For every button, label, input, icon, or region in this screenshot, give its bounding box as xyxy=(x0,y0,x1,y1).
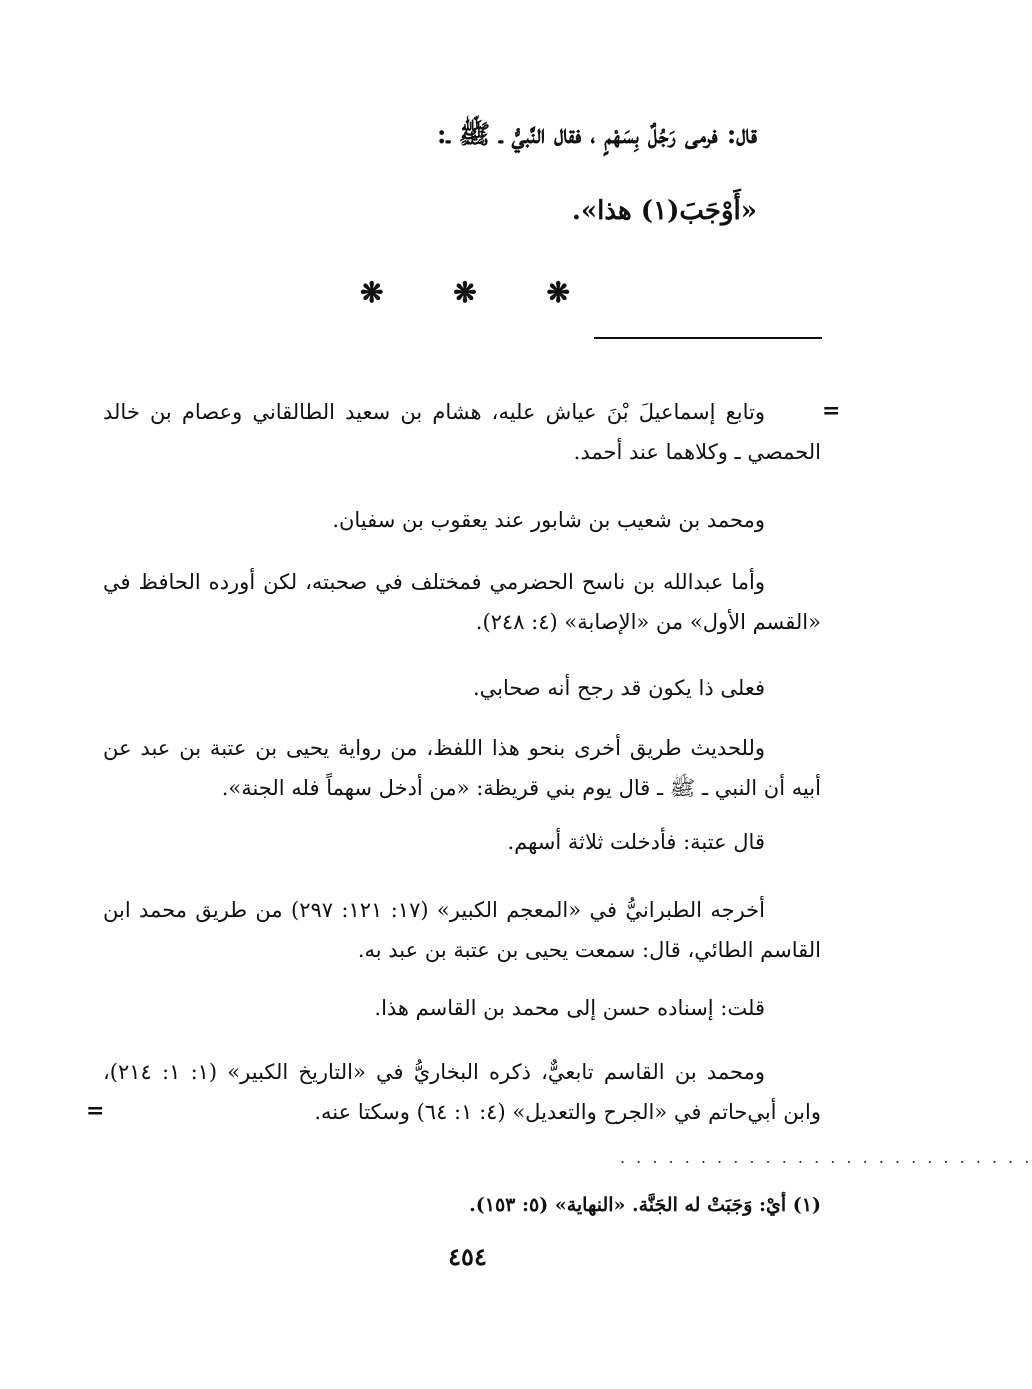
asterism-icon: ❋ xyxy=(360,276,384,309)
commentary-paragraph-3: وأما عبدالله بن ناسح الحضرمي فمختلف في صحبته، لكن أورده الحافظ في «القسم الأول» من «الإصابة» (٤: ٢٤٨). xyxy=(103,570,821,634)
commentary-paragraph-2: ومحمد بن شعيب بن شابور عند يعقوب بن سفيان. xyxy=(332,508,765,532)
commentary-paragraph-4: فعلى ذا يكون قد رجح أنه صحابي. xyxy=(472,676,765,700)
asterism-icon: ❋ xyxy=(546,276,570,309)
commentary-paragraph-5: وللحديث طريق أخرى بنحو هذا اللفظ، من رواية يحيى بن عتبة بن عبد عن أبيه أن النبي ـ ﷺ ـ قال يوم بني قريظة: «من أدخل سهماً فله الجنة». xyxy=(103,736,821,800)
continuation-mark-start: = xyxy=(822,398,841,424)
footnote-dotted-separator: . . . . . . . . . . . . . . . . . . . . . . . . . . xyxy=(620,1148,1032,1167)
commentary-paragraph-6: قال عتبة: فأدخلت ثلاثة أسهم. xyxy=(507,830,765,854)
commentary-paragraph-1: وتابع إسماعيلَ بْنَ عياش عليه، هشام بن سعيد الطالقاني وعصام بن خالد الحمصي ـ وكلاهما عند أحمد. xyxy=(103,400,821,464)
footnote-divider xyxy=(594,337,822,339)
footnote-1: (١) أيْ: وَجَبَتْ له الجَنَّة. «النهاية» (٥: ١٥٣). xyxy=(469,1194,821,1216)
hadith-line-1: قال: فرمى رَجُلٌ بِسَهْمٍ ، فقال النَّبيُّ ـ ﷺ ـ: xyxy=(436,120,757,150)
continuation-mark-end: = xyxy=(86,1098,105,1124)
commentary-paragraph-8: قلت: إسناده حسن إلى محمد بن القاسم هذا. xyxy=(374,996,765,1020)
hadith-line-2: «أَوْجَبَ(١) هذا». xyxy=(571,196,757,226)
page-number: ٤٥٤ xyxy=(448,1242,487,1271)
commentary-paragraph-9: ومحمد بن القاسم تابعيٌّ، ذكره البخاريُّ في «التاريخ الكبير» (١: ١: ٢١٤)، وابن أبي‌حاتم في «الجرح والتعديل» (٤: ١: ٦٤) وسكتا عنه. xyxy=(103,1060,821,1124)
section-separator xyxy=(360,276,570,309)
asterism-icon: ❋ xyxy=(453,276,477,309)
commentary-paragraph-7: أخرجه الطبرانيُّ في «المعجم الكبير» (١٧: ١٢١: ٢٩٧) من طريق محمد ابن القاسم الطائي، قال: سمعت يحيى بن عتبة بن عبد به. xyxy=(103,898,821,962)
